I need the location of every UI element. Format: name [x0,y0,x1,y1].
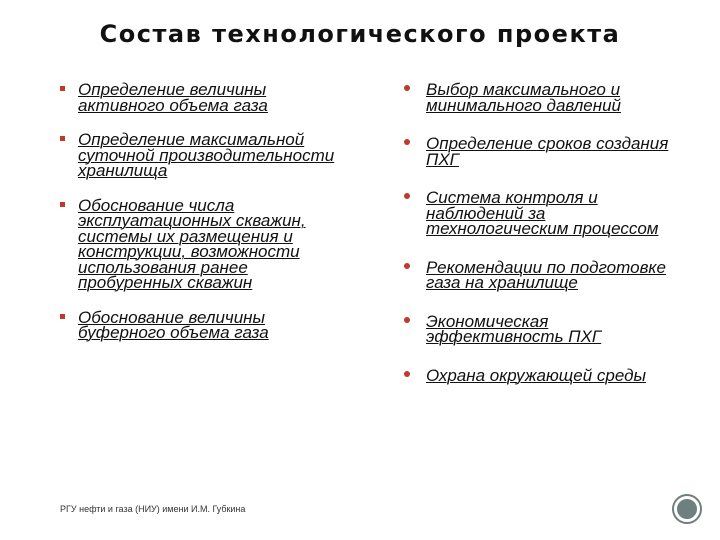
round-bullet-icon [404,263,410,269]
list-item [60,82,350,113]
circle-nav-icon[interactable] [672,494,702,524]
list-item-text: Определение сроков создания ПХГ [426,134,669,169]
list-item [60,195,350,292]
list-item-text: Обоснование величины буферного объема газа [78,307,269,342]
list-item-text: Рекомендации по подготовке газа на хранилище [426,257,666,292]
list-item [60,307,350,342]
round-bullet-icon [404,85,410,91]
circle-nav-inner [676,498,698,520]
list-item-text: Экономическая эффективность ПХГ [426,311,602,346]
list-item [388,365,680,385]
list-item [388,136,680,167]
list-item [388,190,680,237]
list-item-text: Определение максимальной суточной производительности хранилища [78,130,335,180]
list-item-text: Система контроля и наблюдений за технологическим процессом [426,188,659,238]
right-column-list [388,82,680,406]
list-item [388,311,680,346]
list-item-text: Выбор максимального и минимального давлений [426,80,622,115]
list-item [60,132,350,179]
footer-text: РГУ нефти и газа (НИУ) имени И.М. Губкина [60,504,246,514]
list-item [388,257,680,292]
square-bullet-icon [60,314,65,319]
round-bullet-icon [404,139,410,145]
list-item-text: Обоснование числа эксплуатационных скважин, системы их размещения и конструкции, возможности использования ранее пробуренных скважин [78,195,306,292]
slide-title: Состав технологического проекта [99,20,621,48]
square-bullet-icon [60,86,65,91]
square-bullet-icon [60,136,65,141]
round-bullet-icon [404,193,410,199]
list-item [388,82,680,113]
list-item-text: Определение величины активного объема газа [78,80,268,115]
left-column-list [60,82,350,360]
list-item-text: Охрана окружающей среды [426,365,647,385]
square-bullet-icon [60,202,65,207]
round-bullet-icon [404,371,410,377]
round-bullet-icon [404,317,410,323]
